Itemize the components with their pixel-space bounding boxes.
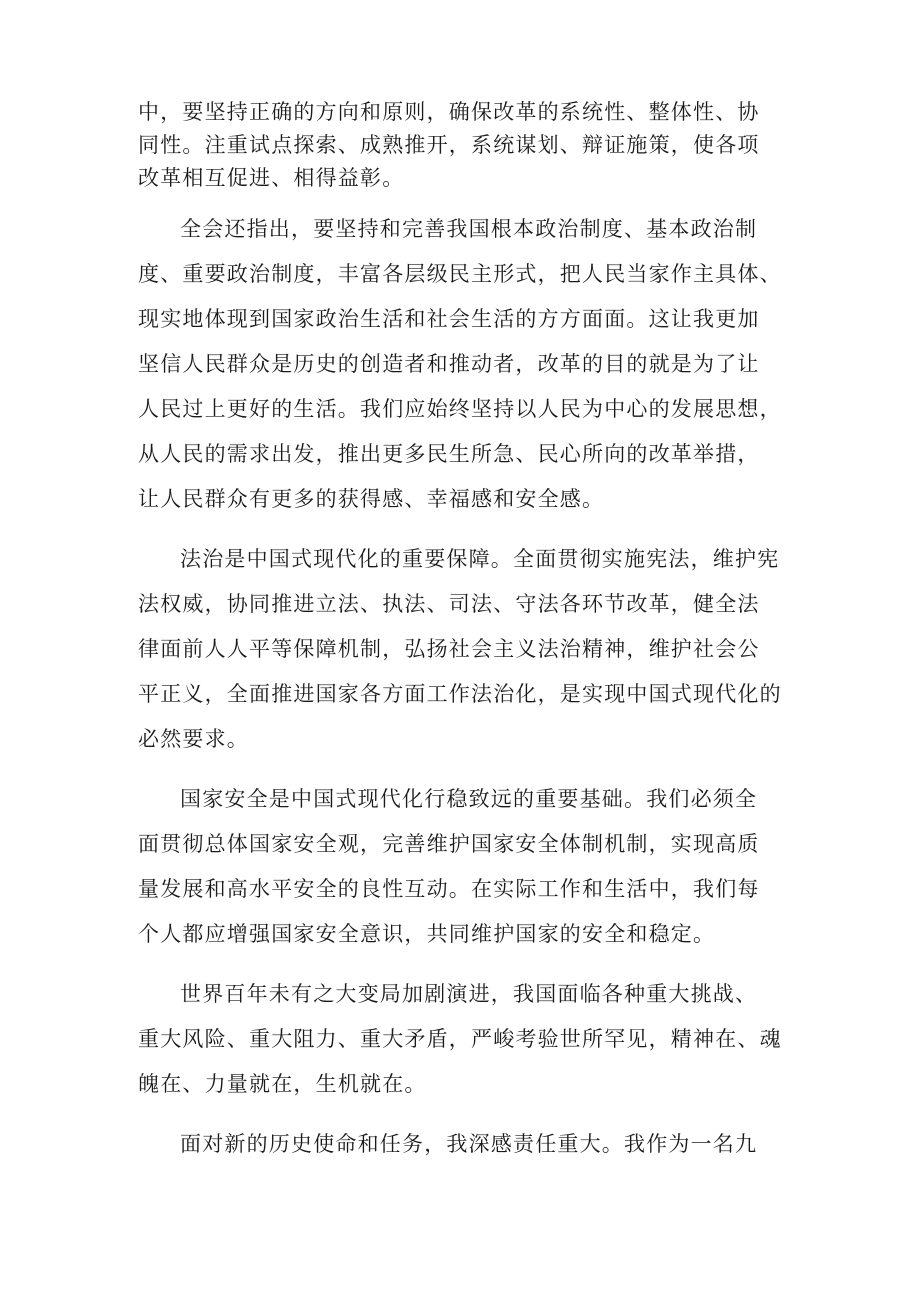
text-line: 从人民的需求出发，推出更多民生所急、民心所向的改革举措，: [138, 442, 760, 466]
text-line: 让人民群众有更多的获得感、幸福感和安全感。: [138, 487, 605, 511]
text-line: 人民过上更好的生活。我们应始终坚持以人民为中心的发展思想，: [138, 397, 782, 421]
text-line: 法治是中国式现代化的重要保障。全面贯彻实施宪法，维护宪: [180, 547, 780, 571]
paragraph-continuation: [138, 96, 798, 195]
paragraph-mission: [138, 1122, 798, 1167]
text-line: 律面前人人平等保障机制，弘扬社会主义法治精神，维护社会公: [138, 637, 760, 661]
text-line: 全会还指出，要坚持和完善我国根本政治制度、基本政治制: [180, 217, 758, 241]
text-line: 平正义，全面推进国家各方面工作法治化，是实现中国式现代化的: [138, 682, 782, 706]
paragraph-plenary: [138, 207, 798, 522]
text-line: 法权威，协同推进立法、执法、司法、守法各环节改革，健全法: [138, 592, 760, 616]
text-line: 国家安全是中国式现代化行稳致远的重要基础。我们必须全: [180, 787, 758, 811]
text-line: 度、重要政治制度，丰富各层级民主形式，把人民当家作主具体、: [138, 262, 782, 286]
paragraph-world-changes: [138, 972, 798, 1107]
text-line: 中，要坚持正确的方向和原则，确保改革的系统性、整体性、协: [138, 100, 760, 124]
text-line: 面贯彻总体国家安全观，完善维护国家安全体制机制，实现高质: [138, 832, 760, 856]
text-line: 重大风险、重大阻力、重大矛盾，严峻考验世所罕见，精神在、魂: [138, 1027, 782, 1051]
text-line: 面对新的历史使命和任务，我深感责任重大。我作为一名九: [180, 1132, 758, 1156]
text-line: 世界百年未有之大变局加剧演进，我国面临各种重大挑战、: [180, 982, 758, 1006]
text-line: 个人都应增强国家安全意识，共同维护国家的安全和稳定。: [138, 922, 716, 946]
paragraph-rule-of-law: [138, 537, 798, 762]
document-body: [138, 96, 798, 1167]
paragraph-national-security: [138, 777, 798, 957]
text-line: 必然要求。: [138, 727, 249, 751]
text-line: 现实地体现到国家政治生活和社会生活的方方面面。这让我更加: [138, 307, 760, 331]
text-line: 量发展和高水平安全的良性互动。在实际工作和生活中，我们每: [138, 877, 760, 901]
text-line: 改革相互促进、相得益彰。: [138, 166, 405, 190]
text-line: 坚信人民群众是历史的创造者和推动者，改革的目的就是为了让: [138, 352, 760, 376]
text-line: 魄在、力量就在，生机就在。: [138, 1072, 427, 1096]
text-line: 同性。注重试点探索、成熟推开，系统谋划、辩证施策，使各项: [138, 133, 760, 157]
